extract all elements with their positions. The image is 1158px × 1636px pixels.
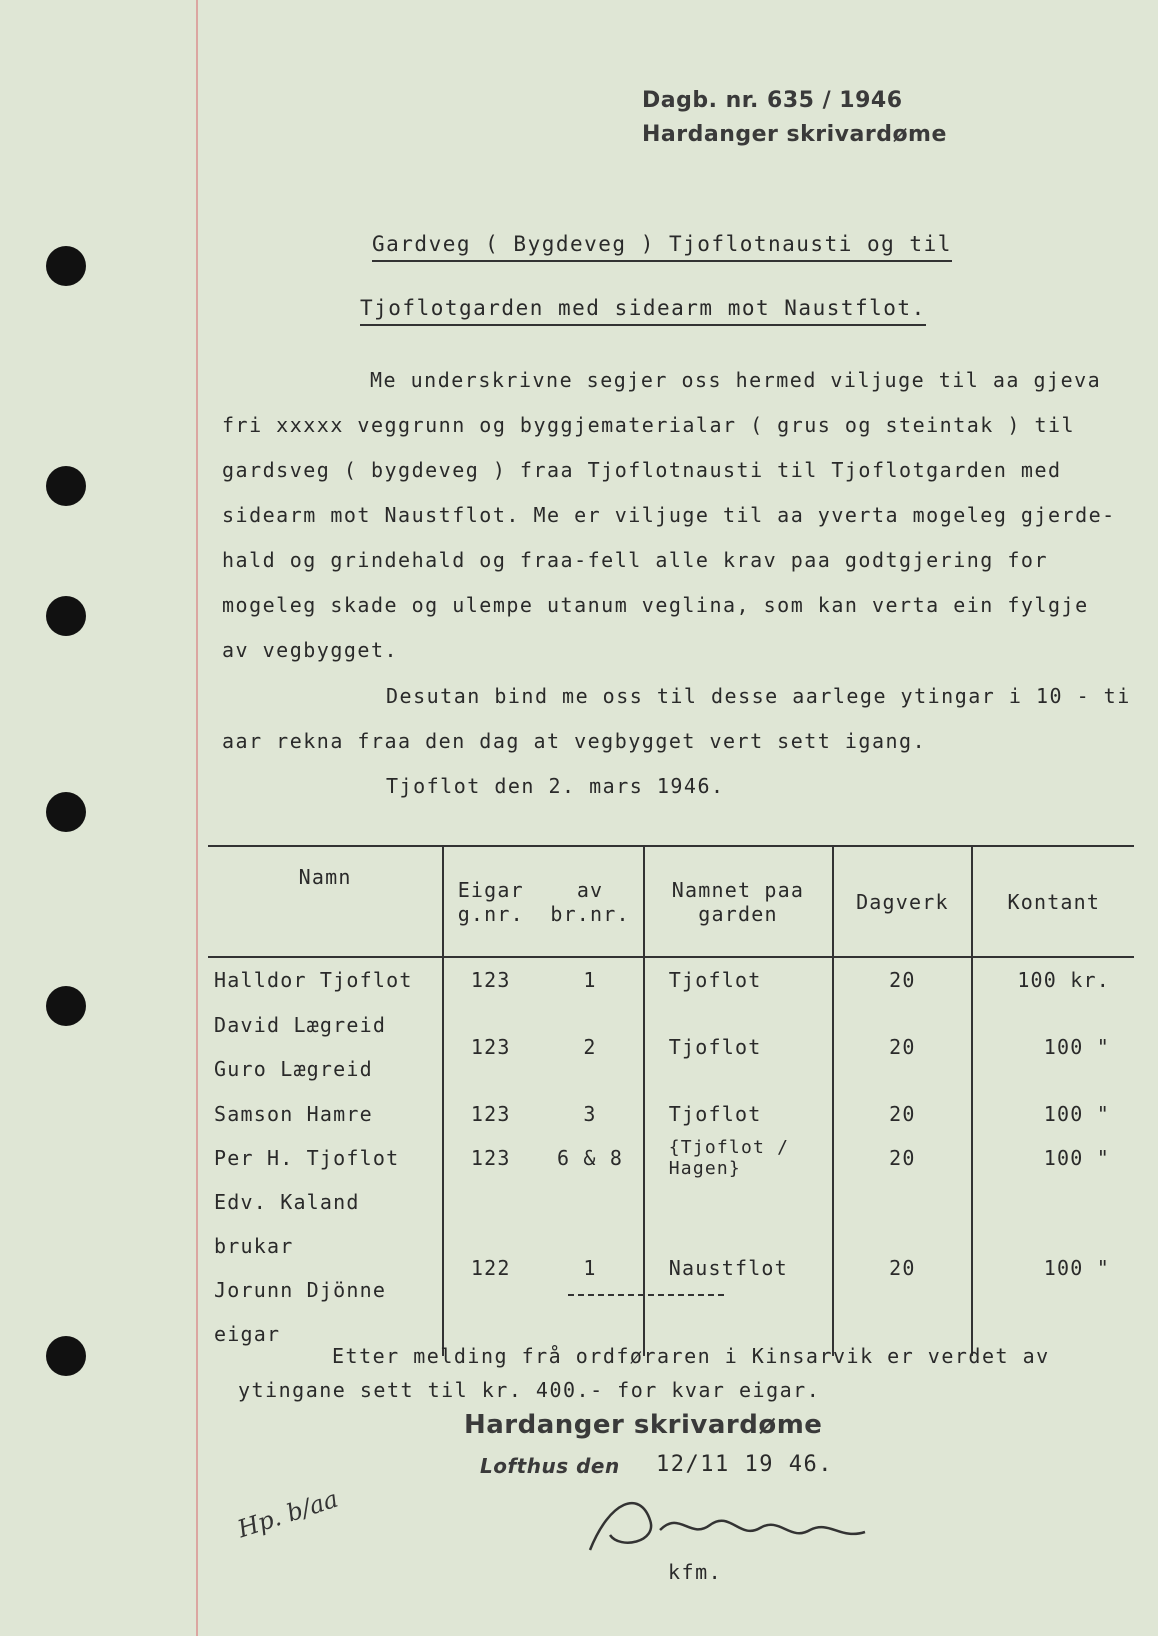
table-row [208,1136,1134,1180]
cell-garden: Naustflot [644,1180,833,1356]
header-brnr: br.nr. [550,901,630,926]
signature-mark [580,1480,900,1570]
header-gnr: g.nr. [457,901,524,926]
place-stamp: Lofthus den [480,1454,620,1478]
header-av-brnr [537,846,643,957]
footer-note-line: ytingane sett til kr. 400.- for kvar eigar. [238,1378,821,1402]
cell-garden: Tjoflot [644,1002,833,1092]
signature-title: kfm. [668,1560,723,1584]
cell-brnr: 1 [537,1180,643,1356]
cell-dagverk: 20 [833,1136,971,1180]
separator-dashes [568,1294,724,1296]
body-line: mogeleg skade og ulempe utanum veglina, som kan verta ein fylgje [222,593,1089,617]
cell-name [208,1002,443,1092]
body-line: hald og grindehald og fraa-fell alle krav paa godtgjering for [222,548,1049,572]
signature-stroke [590,1503,865,1550]
punch-hole [46,792,86,832]
cell-name: Per H. Tjoflot [208,1136,443,1180]
punch-hole [46,466,86,506]
cell-kontant: 100 " [1043,1035,1110,1059]
office-stamp-footer: Hardanger skrivardøme [464,1410,823,1440]
body-line: aar rekna fraa den dag at vegbygget vert sett igang. [222,729,927,753]
body-line: gardsveg ( bygdeveg ) fraa Tjoflotnausti til Tjoflotgarden med [222,458,1062,482]
cell-gnr: 123 [470,1035,511,1059]
header-dagverk: Dagverk [833,846,971,957]
cell-name-line: Guro Lægreid [214,1057,373,1081]
cell-brnr: 2 [537,1002,643,1092]
cell-kontant: 100 " [1043,1146,1110,1170]
cell-name-line: Jorunn Djönne eigar [214,1278,387,1346]
cell-gnr: 123 [470,1102,511,1126]
body-line: av vegbygget. [222,638,399,662]
cell-dagverk: 20 [833,1180,971,1356]
header-eigar: Eigar [457,877,524,902]
cell-gnr: 123 [470,1146,511,1170]
punch-hole [46,1336,86,1376]
contributions-table [208,845,1134,1356]
cell-dagverk: 20 [833,1092,971,1136]
cell-kontant: 100 kr. [1017,968,1110,992]
cell-garden: Tjoflot [644,1092,833,1136]
initials: Hp. b/aa [234,1484,342,1544]
title-line-2: Tjoflotgarden med sidearm mot Naustflot. [360,296,926,326]
cell-kontant: 100 " [1043,1102,1110,1126]
cell-garden: Tjoflot [644,957,833,1002]
date-line: Tjoflot den 2. mars 1946. [386,774,725,798]
body-line: sidearm mot Naustflot. Me er viljuge til aa yverta mogeleg gjerde- [222,503,1116,527]
table-row [208,1002,1134,1092]
cell-name-line: Edv. Kaland brukar [214,1190,360,1258]
table-header-row [208,846,1134,957]
cell-brnr: 1 [537,957,643,1002]
body-line: fri xxxxx veggrunn og byggjematerialar ( grus og steintak ) til [222,413,1076,437]
punch-hole [46,246,86,286]
footer-note-line: Etter melding frå ordføraren i Kinsarvik er verdet av [332,1344,1050,1368]
cell-name [208,1180,443,1356]
punch-hole [46,986,86,1026]
cell-name: Samson Hamre [208,1092,443,1136]
header-garden-2: garden [698,901,778,926]
cell-kontant: 100 " [1043,1256,1110,1280]
header-garden-1: Namnet paa [671,877,805,902]
table-row [208,957,1134,1002]
header-kontant: Kontant [972,846,1134,957]
cell-dagverk: 20 [833,1002,971,1092]
cell-name-line: David Lægreid [214,1013,387,1037]
cell-brnr: 3 [537,1092,643,1136]
office-stamp-header: Hardanger skrivardøme [642,122,947,147]
header-eigar-gnr [443,846,537,957]
title-line-1: Gardveg ( Bygdeveg ) Tjoflotnausti og til [372,232,952,262]
header-namn: Namn [208,846,443,957]
table-row [208,1092,1134,1136]
body-line: Desutan bind me oss til desse aarlege ytingar i 10 - ti [386,684,1131,708]
header-av: av [576,877,604,902]
cell-name: Halldor Tjoflot [208,957,443,1002]
cell-brnr: 6 & 8 [537,1136,643,1180]
dagb-stamp: Dagb. nr. 635 / 1946 [642,88,903,113]
cell-gnr: 123 [470,968,511,992]
cell-garden: {Tjoflot / Hagen} [644,1136,833,1180]
table-row [208,1180,1134,1356]
header-garden [644,846,833,957]
cell-gnr: 122 [470,1256,511,1280]
stamp-date: 12/11 19 46. [656,1452,833,1477]
margin-line [196,0,198,1636]
punch-hole [46,596,86,636]
cell-dagverk: 20 [833,957,971,1002]
body-line: Me underskrivne segjer oss hermed viljuge til aa gjeva [370,368,1102,392]
